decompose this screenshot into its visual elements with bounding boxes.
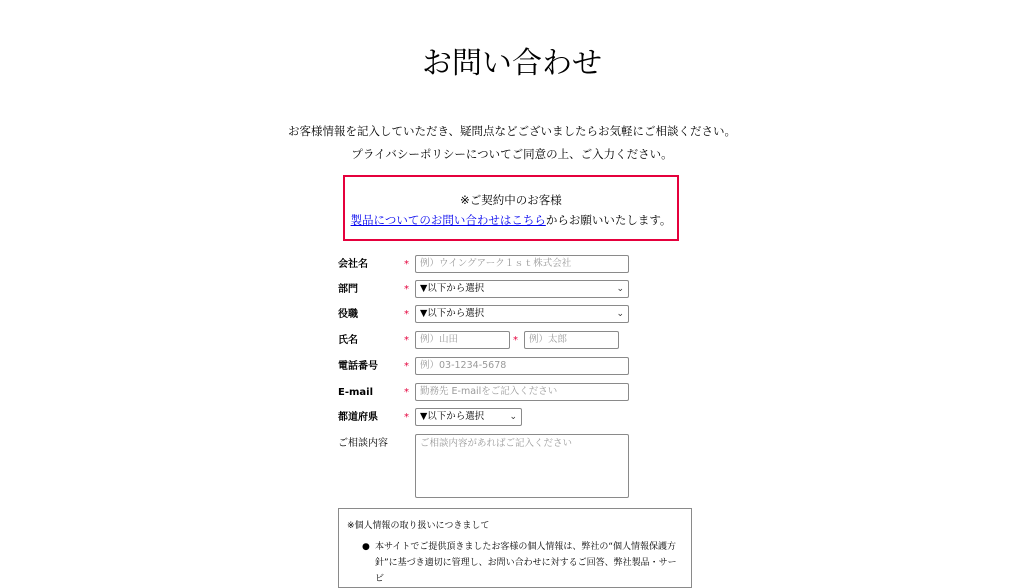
email-input[interactable]: 勤務先 E-mailをご記入ください	[415, 383, 629, 401]
position-row	[338, 306, 638, 324]
bullet-icon: ●	[362, 542, 370, 552]
chevron-down-icon: ⌄	[509, 412, 517, 422]
department-select-value: ▼以下から選択	[420, 283, 485, 294]
notice-line	[345, 212, 677, 228]
product-inquiry-link[interactable]: 製品についてのお問い合わせはこちら	[350, 213, 546, 227]
required-mark: *	[404, 284, 409, 295]
phone-input[interactable]: 例）03-1234-5678	[415, 357, 629, 375]
position-select[interactable]	[415, 305, 629, 323]
prefecture-select[interactable]	[415, 408, 522, 426]
intro-text-2: プライバシーポリシーについてご同意の上、ご入力ください。	[351, 147, 673, 161]
prefecture-row	[338, 409, 638, 427]
chevron-down-icon: ⌄	[616, 309, 624, 319]
prefecture-label: 都道府県	[338, 412, 378, 423]
notice-suffix: からお願いいたします。	[545, 213, 672, 227]
chevron-down-icon: ⌄	[616, 284, 624, 294]
prefecture-select-value: ▼以下から選択	[420, 411, 485, 422]
department-row	[338, 281, 638, 299]
required-mark: *	[404, 387, 409, 398]
company-row	[338, 256, 638, 274]
required-mark: *	[404, 335, 409, 346]
email-row	[338, 384, 638, 402]
list-item	[362, 539, 681, 555]
inquiry-label: ご相談内容	[338, 438, 388, 449]
page-title: お問い合わせ	[422, 46, 602, 81]
phone-row	[338, 358, 638, 376]
position-label: 役職	[338, 309, 358, 320]
privacy-heading: ※個人情報の取り扱いにつきまして	[347, 521, 490, 531]
list-item	[375, 555, 681, 587]
intro-text-1: お客様情報を記入していただき、疑問点などございましたらお気軽にご相談ください。	[287, 124, 737, 138]
company-input[interactable]: 例）ウイングアーク１ｓｔ株式会社	[415, 255, 629, 273]
privacy-notice-box[interactable]	[338, 508, 692, 588]
required-mark: *	[513, 335, 518, 346]
department-select[interactable]	[415, 280, 629, 298]
name-row	[338, 332, 638, 350]
customer-notice-box	[343, 175, 679, 241]
email-label: E-mail	[338, 387, 374, 398]
required-mark: *	[404, 309, 409, 320]
company-label: 会社名	[338, 259, 368, 270]
privacy-list	[362, 539, 681, 587]
privacy-text-line2: 針”に基づき適切に管理し、お問い合わせに対するご回答、弊社製品・サービ	[375, 558, 677, 584]
phone-label: 電話番号	[338, 361, 378, 372]
required-mark: *	[404, 361, 409, 372]
privacy-text-line1: 本サイトでご提供頂きましたお客様の個人情報は、弊社の“個人情報保護方	[375, 542, 677, 552]
last-name-input[interactable]: 例）山田	[415, 331, 510, 349]
position-select-value: ▼以下から選択	[420, 308, 485, 319]
department-label: 部門	[338, 284, 358, 295]
first-name-input[interactable]: 例）太郎	[524, 331, 619, 349]
notice-heading: ※ご契約中のお客様	[460, 193, 562, 207]
inquiry-row	[338, 435, 408, 453]
inquiry-textarea[interactable]: ご相談内容があればご記入ください	[415, 434, 629, 498]
required-mark: *	[404, 412, 409, 423]
name-label: 氏名	[338, 335, 358, 346]
required-mark: *	[404, 259, 409, 270]
